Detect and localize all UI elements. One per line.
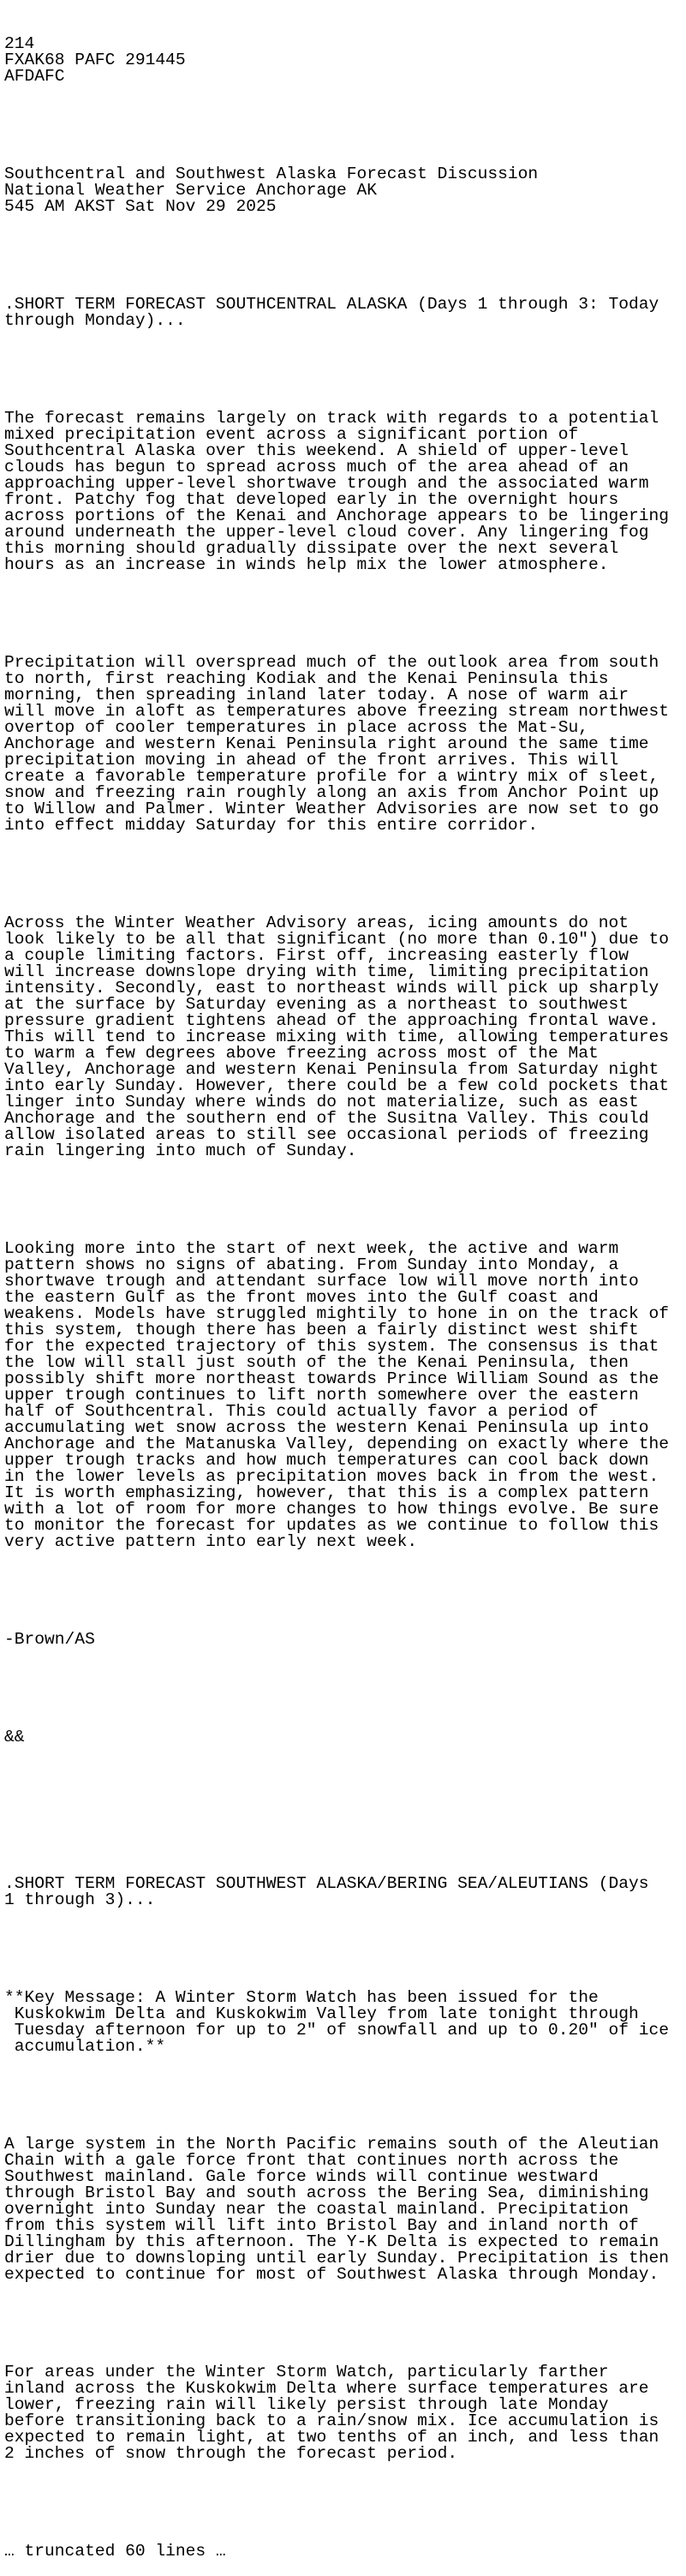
text-line: shortwave trough and attendant surface low will move north into <box>4 1272 639 1291</box>
text-line: this morning should gradually dissipate over the next several <box>4 539 619 558</box>
blank-line <box>4 866 686 883</box>
blank-line <box>4 117 686 134</box>
text-line: overnight into Sunday near the coastal mainland. Precipitation <box>4 2200 629 2219</box>
text-line: the low will stall just south of the the Kenai Peninsula, then <box>4 1353 629 1372</box>
southcentral-section-heading <box>4 297 686 329</box>
text-line: from this system will lift into Bristol Bay and inland north of <box>4 2216 639 2235</box>
text-line: accumulation.** <box>4 2037 166 2056</box>
text-line: .SHORT TERM FORECAST SOUTHCENTRAL ALASKA (Days 1 through 3: Today <box>4 295 659 314</box>
text-line: through Monday)... <box>4 311 186 330</box>
text-line: clouds has begun to spread across much of the area ahead of an <box>4 458 629 476</box>
blank-line <box>4 1583 686 1599</box>
text-line: Anchorage and the southern end of the Susitna Valley. This could <box>4 1109 649 1128</box>
blank-line <box>4 1778 686 1794</box>
blank-line <box>4 1192 686 1208</box>
text-line: Anchorage and western Kenai Peninsula right around the same time <box>4 734 649 753</box>
southcentral-paragraph-4 <box>4 1241 686 1550</box>
text-line: this system, though there has been a fairly distinct west shift <box>4 1321 639 1339</box>
text-line: Anchorage and the Matanuska Valley, depending on exactly where the <box>4 1435 670 1453</box>
text-line: 1 through 3)... <box>4 1890 156 1909</box>
text-line: AFDAFC <box>4 67 65 86</box>
text-line: create a favorable temperature profile for a wintry mix of sleet, <box>4 767 659 786</box>
text-line: before transitioning back to a rain/snow mix. Ice accumulation is <box>4 2411 659 2430</box>
text-line: Tuesday afternoon for up to 2" of snowfall and up to 0.20" of ice <box>4 2021 670 2040</box>
text-line: the eastern Gulf as the front moves into the Gulf coast and <box>4 1288 599 1307</box>
text-line: pattern shows no signs of abating. From Sunday into Monday, a <box>4 1255 619 1274</box>
blank-line <box>4 1680 686 1697</box>
text-line: Southwest mainland. Gale force winds will continue westward <box>4 2167 599 2186</box>
blank-line <box>4 2315 686 2332</box>
blank-line <box>4 248 686 264</box>
text-line: precipitation moving in ahead of the front arrives. This will <box>4 751 619 770</box>
text-line: possibly shift more northeast towards Prince William Sound as the <box>4 1369 659 1388</box>
truncation-note: … truncated 60 lines … <box>4 2542 226 2561</box>
text-line: will increase downslope drying with time, limiting precipitation <box>4 962 649 981</box>
text-line: at the surface by Saturday evening as a northeast to southwest <box>4 995 629 1014</box>
text-line: This will tend to increase mixing with time, allowing temperatures <box>4 1027 670 1046</box>
text-line: into early Sunday. However, there could be a few cold pockets that <box>4 1076 670 1095</box>
blank-line <box>4 606 686 622</box>
text-line: Precipitation will overspread much of the outlook area from south <box>4 653 659 672</box>
text-line: look likely to be all that significant (no more than 0.10") due to <box>4 930 670 949</box>
text-line: lower, freezing rain will likely persist through late Monday <box>4 2395 609 2414</box>
text-line: inland across the Kuskokwim Delta where surface temperatures are <box>4 2379 649 2398</box>
southcentral-paragraph-2 <box>4 655 686 834</box>
blank-line <box>4 2088 686 2104</box>
text-line: upper trough continues to lift north somewhere over the eastern <box>4 1386 639 1405</box>
text-line: Across the Winter Weather Advisory areas, icing amounts do not <box>4 914 629 932</box>
text-line: very active pattern into early next week. <box>4 1532 418 1551</box>
text-line: For areas under the Winter Storm Watch, particularly farther <box>4 2363 609 2381</box>
key-message <box>4 1990 686 2055</box>
text-line: rain lingering into much of Sunday. <box>4 1141 357 1160</box>
southwest-paragraph-2 <box>4 2364 686 2462</box>
text-line: National Weather Service Anchorage AK <box>4 181 378 200</box>
section-separator: && <box>4 1728 25 1746</box>
forecaster-signature: -Brown/AS <box>4 1630 95 1649</box>
text-line: Dillingham by this afternoon. The Y-K Delta is expected to remain <box>4 2232 659 2251</box>
southcentral-paragraph-1 <box>4 410 686 573</box>
text-line: pressure gradient tightens ahead of the approaching frontal wave. <box>4 1011 659 1030</box>
text-line: will move in aloft as temperatures above freezing stream northwest <box>4 702 670 721</box>
document-title-block <box>4 166 686 215</box>
text-line: across portions of the Kenai and Anchorage appears to be lingering <box>4 506 670 525</box>
text-line: for the expected trajectory of this system. The consensus is that <box>4 1337 659 1356</box>
text-line: half of Southcentral. This could actually favor a period of <box>4 1402 599 1421</box>
blank-line <box>4 362 686 378</box>
text-line: with a lot of room for more changes to how things evolve. Be sure <box>4 1500 659 1519</box>
southwest-paragraph-1 <box>4 2136 686 2283</box>
text-line: 545 AM AKST Sat Nov 29 2025 <box>4 197 277 216</box>
text-line: accumulating wet snow across the western Kenai Peninsula up into <box>4 1418 649 1437</box>
text-line: mixed precipitation event across a significant portion of <box>4 425 579 444</box>
text-line: into effect midday Saturday for this entire corridor. <box>4 816 539 835</box>
text-line: overtop of cooler temperatures in place across the Mat-Su, <box>4 718 588 737</box>
text-line: Southcentral Alaska over this weekend. A shield of upper-level <box>4 441 629 460</box>
text-line: Looking more into the start of next week, the active and warm <box>4 1239 619 1258</box>
text-line: approaching upper-level shortwave trough and the associated warm <box>4 474 649 493</box>
text-line: to Willow and Palmer. Winter Weather Advisories are now set to go <box>4 800 659 818</box>
text-line: expected to continue for most of Southwest Alaska through Monday. <box>4 2265 659 2284</box>
text-line: morning, then spreading inland later today. A nose of warm air <box>4 686 629 704</box>
text-line: It is worth emphasizing, however, that this is a complex pattern <box>4 1483 649 1502</box>
text-line: 2 inches of snow through the forecast period. <box>4 2444 458 2463</box>
text-line: to warm a few degrees above freezing across most of the Mat <box>4 1044 599 1063</box>
text-line: to monitor the forecast for updates as we continue to follow this <box>4 1516 659 1535</box>
text-line: snow and freezing rain roughly along an axis from Anchor Point up <box>4 783 659 802</box>
southcentral-paragraph-3 <box>4 915 686 1159</box>
text-line: **Key Message: A Winter Storm Watch has been issued for the <box>4 1988 599 2007</box>
text-line: FXAK68 PAFC 291445 <box>4 51 186 69</box>
blank-line <box>4 1941 686 1957</box>
text-line: front. Patchy fog that developed early in the overnight hours <box>4 490 619 509</box>
text-line: Chain with a gale force front that continues north across the <box>4 2151 619 2170</box>
text-line: weakens. Models have struggled mightily to hone in on the track of <box>4 1304 670 1323</box>
blank-line <box>4 2495 686 2511</box>
text-line: Kuskokwim Delta and Kuskokwim Valley from late tonight through <box>4 2004 639 2023</box>
text-line: upper trough tracks and how much temperatures can cool back down <box>4 1451 649 1470</box>
text-line: Southcentral and Southwest Alaska Forecast Discussion <box>4 165 539 183</box>
text-line: 214 <box>4 34 35 53</box>
southwest-section-heading <box>4 1876 686 1908</box>
text-line: intensity. Secondly, east to northeast winds will pick up sharply <box>4 979 659 997</box>
blank-line <box>4 1827 686 1843</box>
text-line: A large system in the North Pacific remains south of the Aleutian <box>4 2135 659 2154</box>
text-line: expected to remain light, at two tenths of an inch, and less than <box>4 2428 659 2447</box>
text-line: in the lower levels as precipitation moves back in from the west. <box>4 1467 659 1486</box>
text-line: The forecast remains largely on track with regards to a potential <box>4 409 659 428</box>
text-line: drier due to downsloping until early Sunday. Precipitation is then <box>4 2249 670 2267</box>
text-line: around underneath the upper-level cloud cover. Any lingering fog <box>4 523 649 542</box>
text-line: through Bristol Bay and south across the Bering Sea, diminishing <box>4 2184 649 2202</box>
text-line: Valley, Anchorage and western Kenai Peninsula from Saturday night <box>4 1060 659 1079</box>
text-line: hours as an increase in winds help mix the lower atmosphere. <box>4 555 609 574</box>
text-line: .SHORT TERM FORECAST SOUTHWEST ALASKA/BERING SEA/ALEUTIANS (Days <box>4 1874 649 1893</box>
product-header <box>4 36 686 85</box>
text-line: linger into Sunday where winds do not materialize, such as east <box>4 1093 639 1111</box>
text-line: allow isolated areas to still see occasional periods of freezing <box>4 1125 649 1144</box>
text-line: to north, first reaching Kodiak and the Kenai Peninsula this <box>4 669 609 688</box>
text-line: a couple limiting factors. First off, increasing easterly flow <box>4 946 629 965</box>
